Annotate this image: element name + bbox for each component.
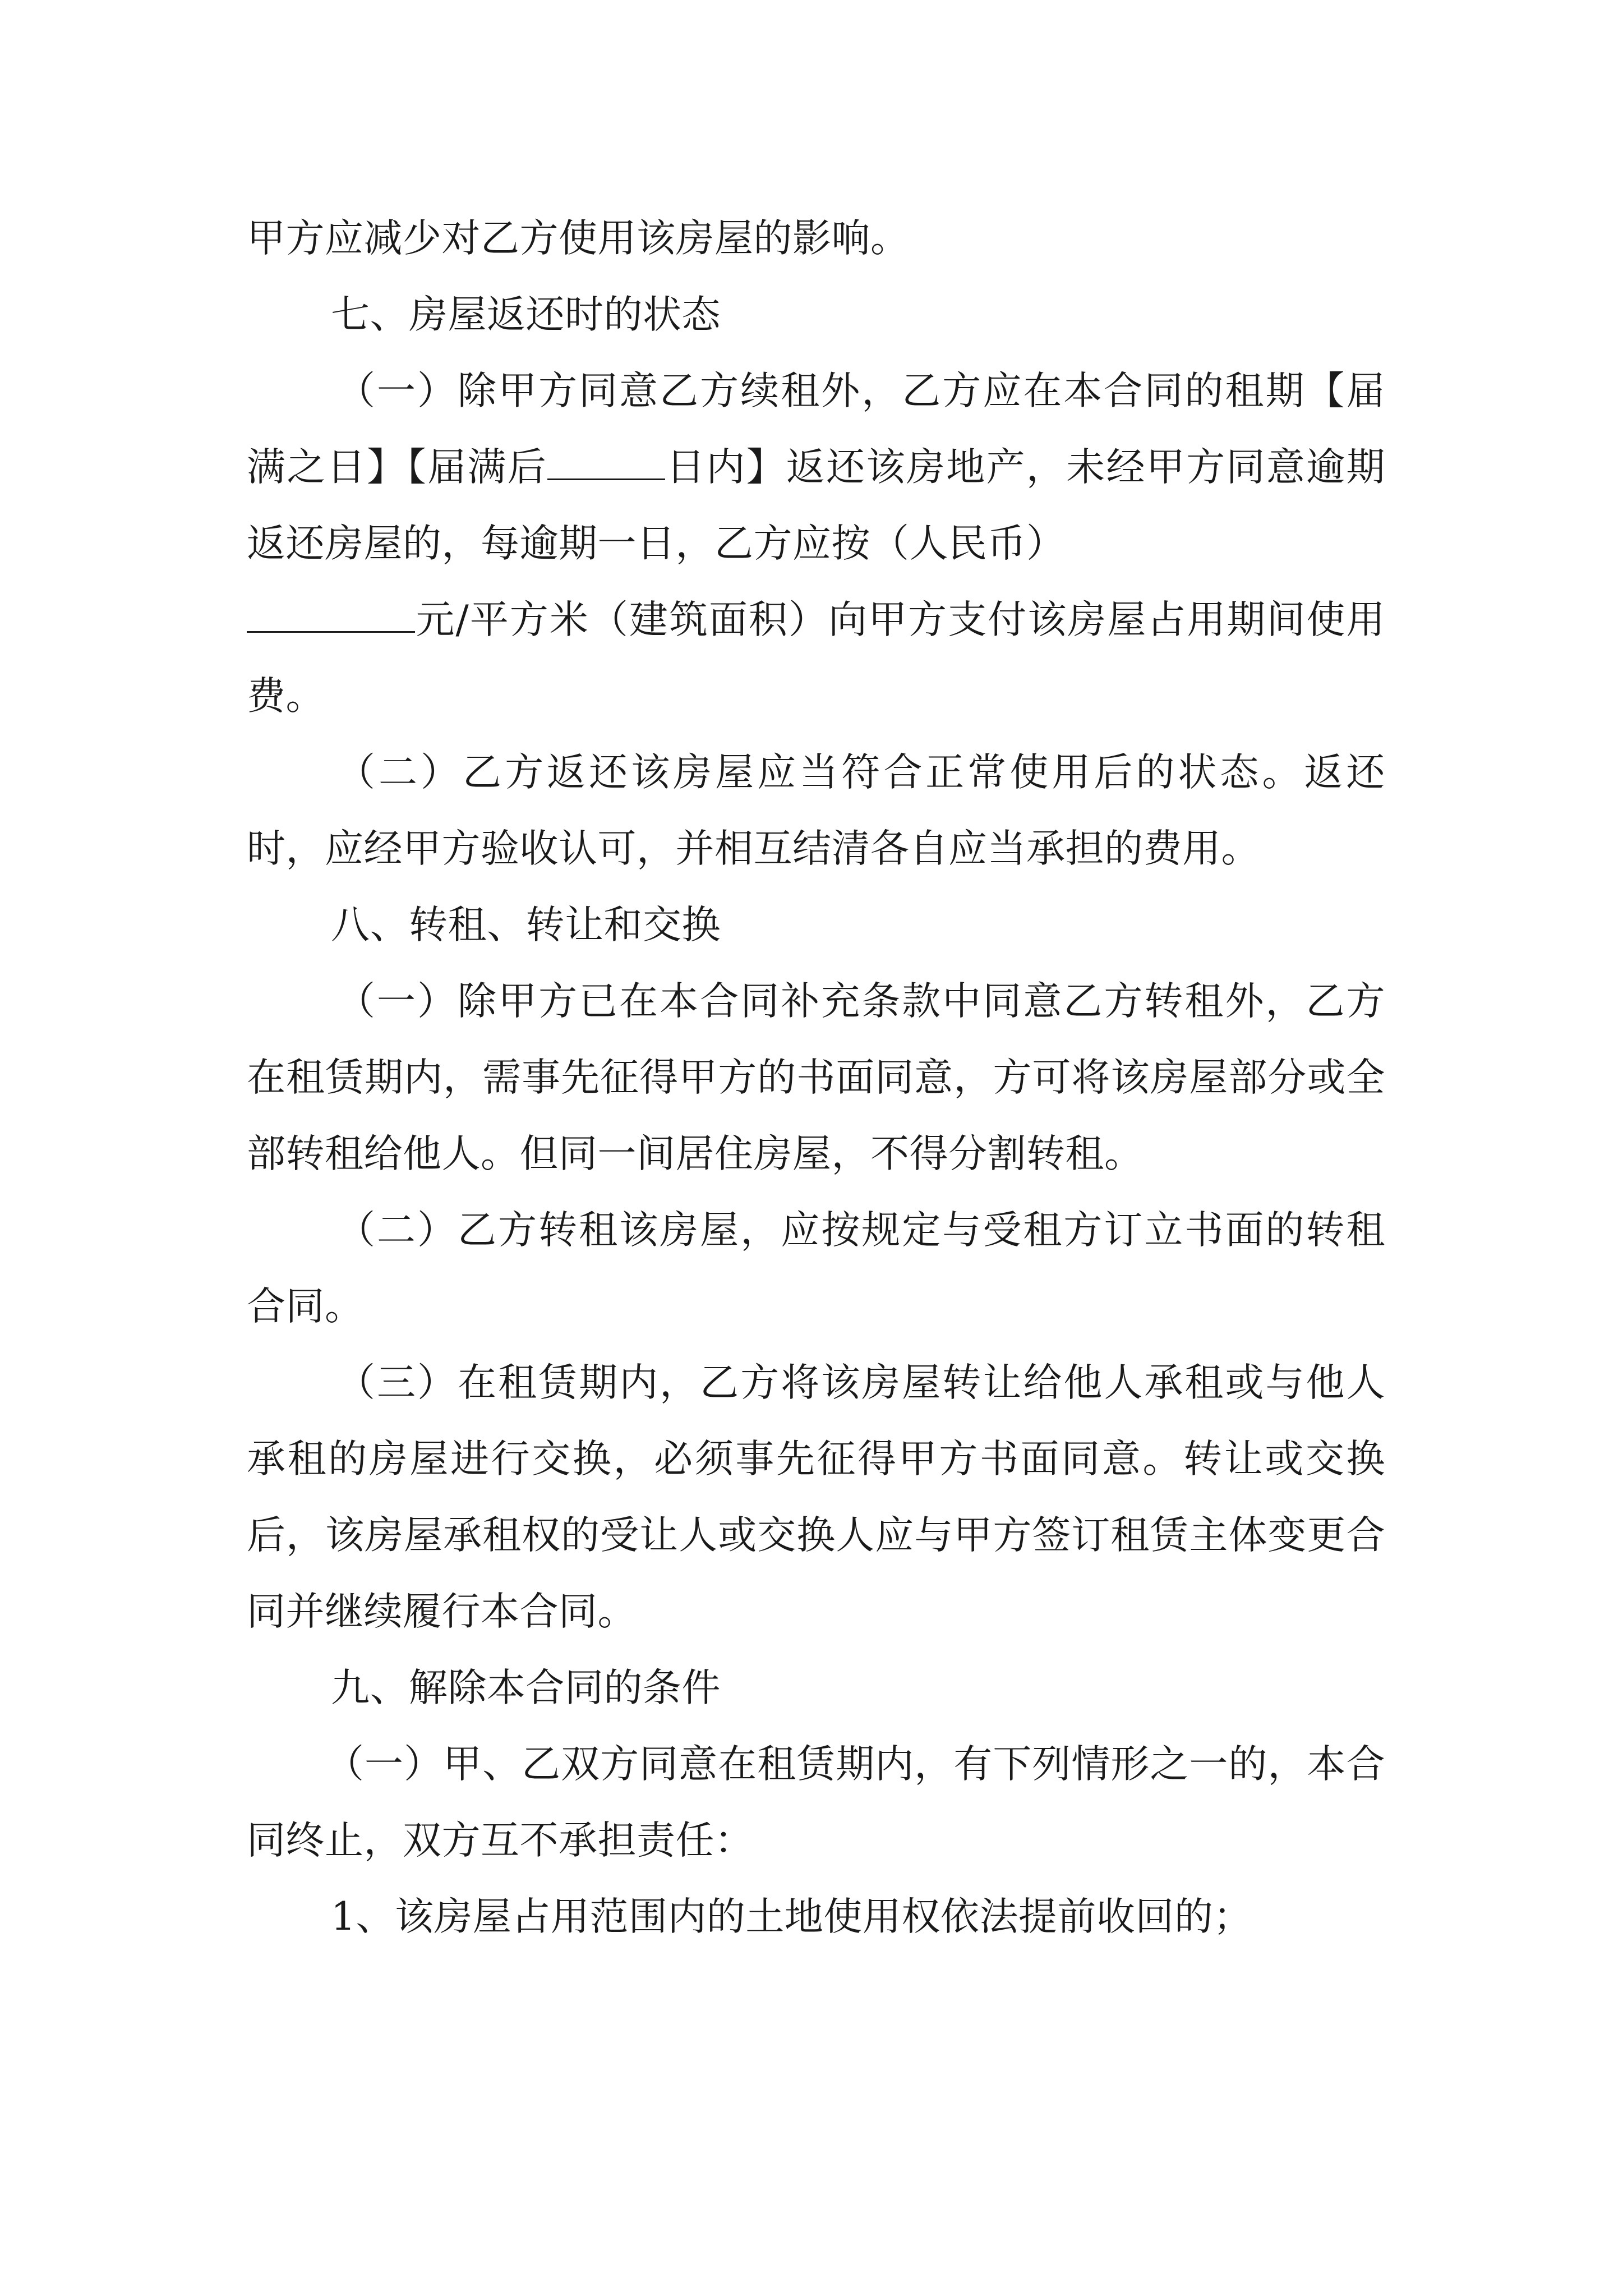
- paragraph-transfer-exchange: （三）在租赁期内，乙方将该房屋转让给他人承租或与他人承租的房屋进行交换，必须事先征得甲方书面同意。转让或交换后，该房屋承租权的受让人或交换人应与甲方签订租赁主体变更合同并继续履行本合同。: [247, 1360, 1385, 1634]
- paragraph-sublease-contract: （二）乙方转租该房屋，应按规定与受租方订立书面的转租合同。: [247, 1208, 1385, 1329]
- section-heading-seven: 七、房屋返还时的状态: [331, 292, 721, 337]
- section-heading-eight: 八、转租、转让和交换: [331, 903, 721, 947]
- paragraph-sublease: （一）除甲方已在本合同补充条款中同意乙方转租外，乙方在租赁期内，需事先征得甲方的书面同意，方可将该房屋部分或全部转租给他人。但同一间居住房屋，不得分割转租。: [247, 979, 1385, 1176]
- paragraph-return-condition: （二）乙方返还该房屋应当符合正常使用后的状态。返还时，应经甲方验收认可，并相互结清各自应当承担的费用。: [247, 750, 1385, 871]
- paragraph-return-term-part-1: （一）除甲方同意乙方续租外，乙方应在本合同的租期【届满之日】【届满后: [247, 369, 1385, 490]
- paragraph-return-term-part-3: 元/平方米（建筑面积）向甲方支付该房屋占用期间使用费。: [247, 597, 1385, 719]
- paragraph-return-term: [247, 353, 1385, 734]
- document-body: [247, 200, 1385, 1955]
- paragraph-return-term-part-2: 日内】返还该房地产，未经甲方同意逾期返还房屋的，每逾期一日，乙方应按（人民币）: [247, 445, 1386, 566]
- fill-in-blank-amount: [247, 599, 415, 633]
- paragraph-continuation: 甲方应减少对乙方使用该房屋的影响。: [247, 216, 910, 261]
- section-heading-nine: 九、解除本合同的条件: [331, 1665, 721, 1710]
- paragraph-termination-conditions: （一）甲、乙双方同意在租赁期内，有下列情形之一的，本合同终止，双方互不承担责任：: [247, 1742, 1385, 1863]
- list-item-land-use-right: 1、该房屋占用范围内的土地使用权依法提前收回的；: [331, 1894, 1252, 1939]
- fill-in-blank-days: [547, 446, 665, 480]
